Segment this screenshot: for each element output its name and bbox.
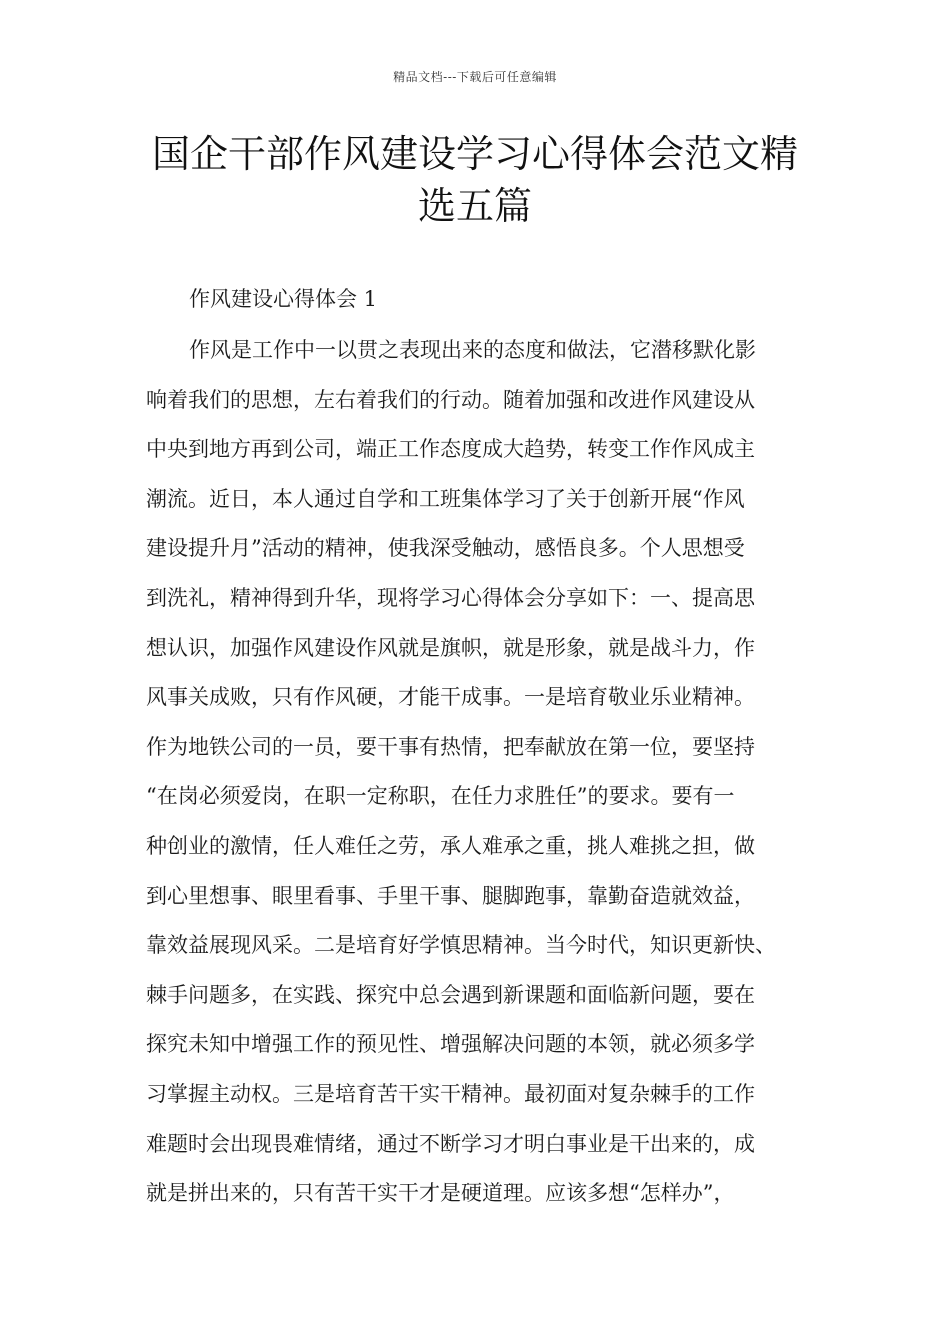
body-line: 就是拼出来的，只有苦干实干才是硬道理。应该多想“怎样办”， xyxy=(146,1181,735,1206)
body-line: 棘手问题多，在实践、探究中总会遇到新课题和面临新问题，要在 xyxy=(146,982,755,1007)
title-line-2: 选五篇 xyxy=(417,184,532,228)
body-line: 响着我们的思想，左右着我们的行动。随着加强和改进作风建设从 xyxy=(146,387,755,412)
body-line: 风事关成败，只有作风硬，才能干成事。一是培育敬业乐业精神。 xyxy=(146,685,755,710)
body-line: 潮流。近日，本人通过自学和工班集体学习了关于创新开展“作风 xyxy=(146,486,745,511)
body-line: 建设提升月”活动的精神，使我深受触动，感悟良多。个人思想受 xyxy=(146,536,745,561)
body-line: 探究未知中增强工作的预见性、增强解决问题的本领，就必须多学 xyxy=(146,1032,755,1057)
body-line: 到洗礼，精神得到升华，现将学习心得体会分享如下：一、提高思 xyxy=(146,585,755,610)
body-line: 难题时会出现畏难情绪，通过不断学习才明白事业是干出来的，成 xyxy=(146,1131,755,1156)
body-line: 习掌握主动权。三是培育苦干实干精神。最初面对复杂棘手的工作 xyxy=(146,1081,755,1106)
section-heading: 作风建设心得体会 1 xyxy=(189,287,378,311)
body-line: 作风是工作中一以贯之表现出来的态度和做法，它潜移默化影 xyxy=(189,338,756,362)
body-line: 到心里想事、眼里看事、手里干事、腿脚跑事，靠勤奋造就效益， xyxy=(146,883,755,908)
body-line: 种创业的激情，任人难任之劳，承人难承之重，挑人难挑之担，做 xyxy=(146,833,755,858)
body-line: 想认识，加强作风建设作风就是旗帜，就是形象，就是战斗力，作 xyxy=(146,635,755,660)
title-line-1: 国企干部作风建设学习心得体会范文精 xyxy=(151,132,798,176)
document-title xyxy=(100,128,850,232)
body-text xyxy=(146,331,826,1224)
body-line: 中央到地方再到公司，端正工作态度成大趋势，转变工作作风成主 xyxy=(146,437,755,462)
body-line: 靠效益展现风采。二是培育好学慎思精神。当今时代，知识更新快、 xyxy=(146,933,776,958)
body-line: “在岗必须爱岗，在职一定称职，在任力求胜任”的要求。要有一 xyxy=(146,784,735,809)
body-line: 作为地铁公司的一员，要干事有热情，把奉献放在第一位，要坚持 xyxy=(146,734,755,759)
header-note: 精品文档---下载后可任意编辑 xyxy=(393,70,557,84)
